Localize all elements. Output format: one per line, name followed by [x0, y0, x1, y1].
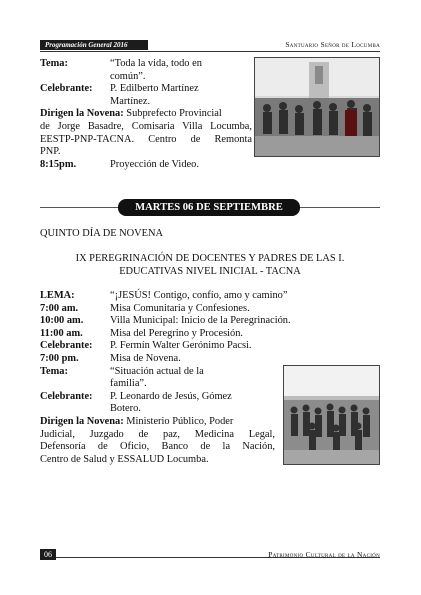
novena-text-line4: PNP.: [40, 146, 61, 158]
tema-value: “Situación actual de la: [110, 365, 204, 377]
church-photo-1-art: [255, 58, 380, 157]
celebrante-label: Celebrante:: [40, 83, 93, 95]
tema-row-1: [40, 58, 202, 71]
schedule-row: [40, 340, 252, 353]
pilgrimage-title-line1: IX PEREGRINACIÓN DE DOCENTES Y PADRES DE LAS I.: [75, 253, 345, 264]
novena-text-line1: Subprefecto Provincial: [123, 108, 222, 120]
header-publication-title: Santuario Señor de Locumba: [285, 40, 380, 49]
schedule-value: Misa del Peregrino y Procesión.: [110, 327, 244, 339]
tema-value-cont: común”.: [110, 70, 146, 82]
video-description: Proyección de Video.: [110, 158, 199, 170]
schedule-label: 7:00 am.: [40, 302, 79, 314]
novena-text-line2: Judicial, Juzgado de paz, Medicina Legal,: [40, 428, 275, 440]
page-number: 06: [40, 549, 56, 560]
tema-row-2: [40, 365, 204, 379]
novena-text-line2: de Jorge Basadre, Comisaria Villa Locumba,: [40, 121, 252, 132]
schedule-row: [40, 315, 291, 328]
schedule-label: 11:00 am.: [40, 327, 83, 339]
schedule-row: [40, 290, 288, 303]
schedule-label: 10:00 am.: [40, 315, 84, 327]
schedule-value: Misa de Novena.: [110, 353, 181, 364]
schedule-label: LEMA:: [40, 290, 75, 301]
novena-paragraph-1: [40, 108, 249, 121]
novena-text-line1: Ministerio Público, Poder: [123, 416, 234, 427]
schedule-label: Celebrante:: [40, 340, 93, 352]
novena-text-line3: EESTP-PNP-TACNA. Centro de Remonta: [40, 133, 252, 145]
day-title: QUINTO DÍA DE NOVENA: [40, 228, 164, 239]
schedule-value: Misa Comunitaria y Confesiones.: [110, 302, 250, 314]
novena-label: Dirigen la Novena:: [40, 416, 124, 427]
video-row: [40, 158, 199, 172]
date-banner: MARTES 06 DE SEPTIEMBRE: [118, 199, 300, 216]
tema-label: Tema:: [40, 365, 68, 377]
novena-text-line4: Centro de Salud y ESSALUD Locumba.: [40, 453, 209, 465]
tema-label: Tema:: [40, 58, 68, 69]
pilgrimage-title-line2: EDUCATIVAS NIVEL INICIAL - TACNA: [119, 265, 301, 277]
tema-value-cont: familia”.: [110, 378, 147, 390]
church-photo-2-art: [284, 366, 380, 465]
tema-value: “Toda la vida, todo en: [110, 58, 202, 69]
celebrante-value-cont: Martínez.: [110, 95, 151, 107]
celebrante-row-2: [40, 390, 232, 404]
church-photo-1: [254, 57, 380, 157]
schedule-row: [40, 302, 250, 316]
celebrante-label: Celebrante:: [40, 390, 93, 402]
celebrante-row-1: [40, 83, 199, 96]
schedule-value: Villa Municipal: Inicio de la Peregrinación.: [110, 315, 291, 327]
celebrante-value: P. Leonardo de Jesús, Gómez: [110, 390, 232, 402]
novena-label: Dirigen la Novena:: [40, 108, 124, 120]
footer-title: Patrimonio Cultural de la Nación: [268, 550, 380, 559]
header-section-title: Programación General 2016: [40, 40, 148, 50]
schedule-label: 7:00 pm.: [40, 353, 79, 364]
schedule-row: [40, 327, 244, 341]
schedule-value: P. Fermín Walter Gerónimo Pacsi.: [110, 340, 252, 352]
header-rule: [40, 51, 380, 52]
church-photo-2: [283, 365, 380, 465]
celebrante-value: P. Edilberto Martínez: [110, 83, 199, 95]
video-time: 8:15pm.: [40, 158, 77, 170]
schedule-row: [40, 353, 181, 366]
novena-text-line3: Defensoría de Oficio, Banco de la Nación,: [40, 441, 275, 453]
schedule-value: “¡JESÚS! Contigo, confío, amo y camino”: [110, 290, 288, 301]
celebrante-value-cont: Botero.: [110, 403, 141, 415]
novena-paragraph-2: [40, 416, 275, 429]
